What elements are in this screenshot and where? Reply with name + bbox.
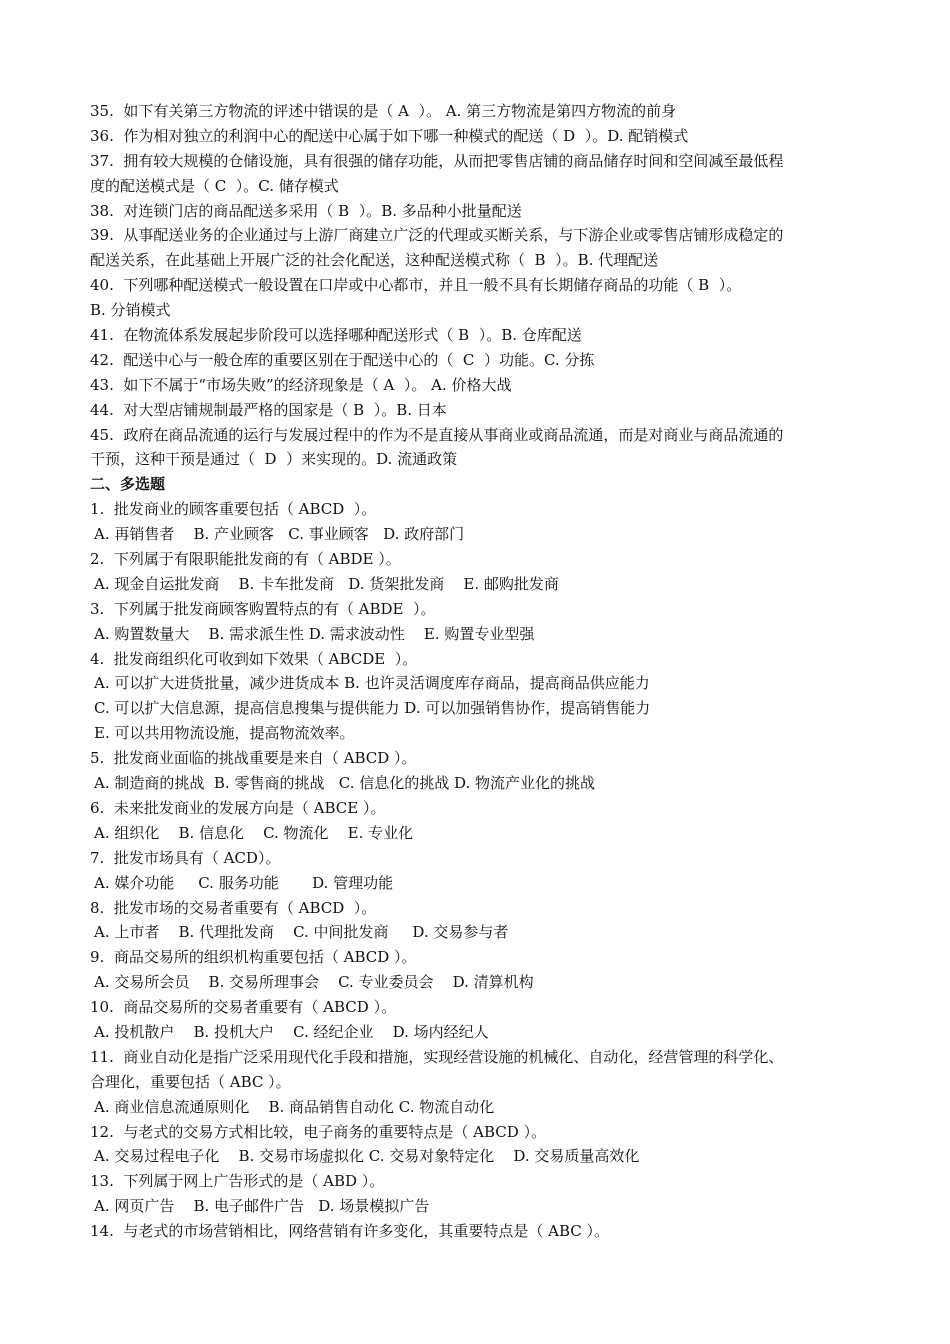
text-line: 44. 对大型店铺规制最严格的国家是（ B ）。B. 日本 xyxy=(90,400,447,419)
text-line: 干预，这种干预是通过（ D ）来实现的。D. 流通政策 xyxy=(90,450,458,469)
text-line: B. 分销模式 xyxy=(90,301,171,320)
text-line: A. 网页广告 B. 电子邮件广告 D. 场景模拟广告 xyxy=(94,1197,430,1216)
text-line: 7. 批发市场具有（ ACD）。 xyxy=(90,848,281,867)
text-line: 38. 对连锁门店的商品配送多采用（ B ）。B. 多品种小批量配送 xyxy=(90,201,522,220)
text-line: A. 交易过程电子化 B. 交易市场虚拟化 C. 交易对象特定化 D. 交易质量高效化 xyxy=(94,1147,640,1166)
text-line: 13. 下列属于网上广告形式的是（ ABD ）。 xyxy=(90,1172,385,1191)
text-line: 41. 在物流体系发展起步阶段可以选择哪种配送形式（ B ）。B. 仓库配送 xyxy=(90,326,582,345)
text-line: A. 投机散户 B. 投机大户 C. 经纪企业 D. 场内经纪人 xyxy=(94,1022,489,1041)
text-line: A. 组织化 B. 信息化 C. 物流化 E. 专业化 xyxy=(94,823,414,842)
text-line: 2. 下列属于有限职能批发商的有（ ABDE ）。 xyxy=(90,550,401,569)
text-line: 3. 下列属于批发商顾客购置特点的有（ ABDE ）。 xyxy=(90,599,436,618)
text-line: A. 购置数量大 B. 需求派生性 D. 需求波动性 E. 购置专业型强 xyxy=(94,624,535,643)
text-line: 45. 政府在商品流通的运行与发展过程中的作为不是直接从事商业或商品流通，而是对商业与商品流通的 xyxy=(90,425,784,444)
text-line: 度的配送模式是（ C ）。C. 储存模式 xyxy=(90,176,339,195)
text-line: 8. 批发市场的交易者重要有（ ABCD ）。 xyxy=(90,898,377,917)
text-line: 40. 下列哪种配送模式一般设置在口岸或中心都市，并且一般不具有长期储存商品的功能（ B ）。 xyxy=(90,276,742,295)
text-line: 配送关系，在此基础上开展广泛的社会化配送，这种配送模式称（ B ）。B. 代理配送 xyxy=(90,251,659,270)
text-line: 43. 如下不属于“市场失败”的经济现象是（ A ）。 A. 价格大战 xyxy=(90,375,512,394)
text-line: 4. 批发商组织化可收到如下效果（ ABCDE ）。 xyxy=(90,649,418,668)
text-line: 1. 批发商业的顾客重要包括（ ABCD ）。 xyxy=(90,500,377,519)
text-line: 9. 商品交易所的组织机构重要包括（ ABCD ）。 xyxy=(90,948,417,967)
text-line: 6. 未来批发商业的发展方向是（ ABCE ）。 xyxy=(90,798,386,817)
text-line: A. 交易所会员 B. 交易所理事会 C. 专业委员会 D. 清算机构 xyxy=(94,973,534,992)
text-line: 14. 与老式的市场营销相比，网络营销有许多变化，其重要特点是（ ABC ）。 xyxy=(90,1222,610,1241)
text-line: A. 上市者 B. 代理批发商 C. 中间批发商 D. 交易参与者 xyxy=(94,923,509,942)
section-heading: 二、多选题 xyxy=(90,475,166,494)
text-line: 5. 批发商业面临的挑战重要是来自（ ABCD ）。 xyxy=(90,749,417,768)
text-line: A. 媒介功能 C. 服务功能 D. 管理功能 xyxy=(94,873,394,892)
text-line: 12. 与老式的交易方式相比较，电子商务的重要特点是（ ABCD ）。 xyxy=(90,1122,547,1141)
text-line: A. 再销售者 B. 产业顾客 C. 事业顾客 D. 政府部门 xyxy=(94,525,465,544)
text-line: E. 可以共用物流设施，提高物流效率。 xyxy=(94,724,355,743)
text-line: 11. 商业自动化是指广泛采用现代化手段和措施，实现经营设施的机械化、自动化，经营管理的科学化、 xyxy=(90,1047,784,1066)
text-line: 42. 配送中心与一般仓库的重要区别在于配送中心的（ C ）功能。C. 分拣 xyxy=(90,350,595,369)
document-page xyxy=(90,99,870,1244)
text-line: A. 现金自运批发商 B. 卡车批发商 D. 货架批发商 E. 邮购批发商 xyxy=(94,574,559,593)
text-line: 合理化，重要包括（ ABC ）。 xyxy=(90,1072,291,1091)
text-line: A. 可以扩大进货批量，减少进货成本 B. 也许灵活调度库存商品，提高商品供应能力 xyxy=(94,674,650,693)
text-line: A. 制造商的挑战 B. 零售商的挑战 C. 信息化的挑战 D. 物流产业化的挑战 xyxy=(94,774,596,793)
text-line: 10. 商品交易所的交易者重要有（ ABCD ）。 xyxy=(90,998,397,1017)
text-line: 39. 从事配送业务的企业通过与上游厂商建立广泛的代理或买断关系，与下游企业或零售店铺形成稳定的 xyxy=(90,226,784,245)
text-line: 36. 作为相对独立的利润中心的配送中心属于如下哪一种模式的配送（ D ）。D. 配销模式 xyxy=(90,126,689,145)
text-line: 35. 如下有关第三方物流的评述中错误的是（ A ）。 A. 第三方物流是第四方物流的前身 xyxy=(90,102,677,120)
text-line: C. 可以扩大信息源，提高信息搜集与提供能力 D. 可以加强销售协作，提高销售能力 xyxy=(94,699,651,718)
text-line: 37. 拥有较大规模的仓储设施，具有很强的储存功能，从而把零售店铺的商品储存时间和空间减至最低程 xyxy=(90,151,784,170)
text-line: A. 商业信息流通原则化 B. 商品销售自动化 C. 物流自动化 xyxy=(94,1097,495,1116)
